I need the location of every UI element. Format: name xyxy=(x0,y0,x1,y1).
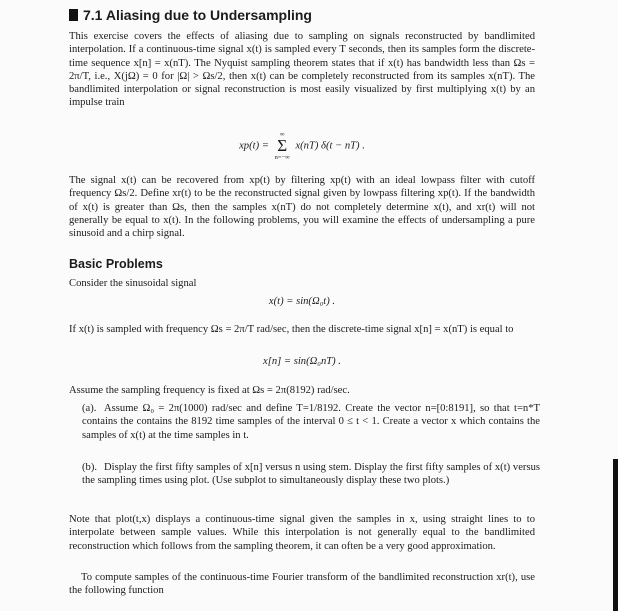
section-marker xyxy=(69,9,78,21)
problem-label: (a). xyxy=(82,403,97,414)
assume-paragraph: Assume the sampling frequency is fixed at Ωs = 2π(8192) rad/sec. xyxy=(69,385,350,396)
intro-paragraph: This exercise covers the effects of aliasing due to sampling on signals reconstructed by bandlimited interpolation. If a continuous-time signal x(t) is sampled every T seconds, then its samples form the discrete-time sequence x[n] = x(nT). The Nyquist sampling theorem states that if x(t) has bandwidth less than Ωs = 2π/T, i.e., X(jΩ) = 0 for |Ω| > Ωs/2, then x(t) can be completely reconstructed from its samples x(nT). The bandlimited interpolation or signal reconstruction is most easily visualized by first multiplying x(t) by an impulse train xyxy=(69,31,535,109)
sum-upper-limit: ∞ xyxy=(279,131,285,138)
sum-lower-limit: n=−∞ xyxy=(274,154,290,161)
sampling-paragraph: If x(t) is sampled with frequency Ωs = 2π/T rad/sec, then the discrete-time signal x[n] = x(nT) is equal to xyxy=(69,324,514,335)
ctft-paragraph: To compute samples of the continuous-time Fourier transform of the bandlimited reconstruction xr(t), use the following function xyxy=(69,572,535,597)
basic-problems-intro: Consider the sinusoidal signal xyxy=(69,278,197,289)
discrete-equation: x[n] = sin(Ω₀nT) . xyxy=(263,356,341,367)
note-paragraph: Note that plot(t,x) displays a continuous-time signal given the samples in x, using straight lines to to interpolate between sample values. While this interpolation is not generally equal to the bandlimited reconstruction which follows from the sampling theorem, it can often be a very good approximation. xyxy=(69,514,535,552)
sum-symbol: Σ xyxy=(277,136,288,155)
page-edge-shadow xyxy=(613,459,618,611)
section-title-text: 7.1 Aliasing due to Undersampling xyxy=(83,7,312,23)
problem-item-a xyxy=(82,402,540,442)
basic-problems-heading: Basic Problems xyxy=(69,257,163,271)
problem-label: (b). xyxy=(82,462,98,473)
impulse-train-equation xyxy=(69,131,535,161)
section-title xyxy=(69,6,312,24)
impulse-lhs: xp(t) = xyxy=(239,140,269,152)
problem-text: Display the first fifty samples of x[n] versus n using stem. Display the first fifty samples of x(t) versus the sampling times using plot. (Use subplot to simultaneously display these two plots.) xyxy=(82,462,540,487)
problem-item-b xyxy=(82,461,540,488)
problem-text: Assume Ω₀ = 2π(1000) rad/sec and define T=1/8192. Create the vector n=[0:8191], so that t=n*T contains the contains the 8192 time samples of the interval 0 ≤ t < 1. Create a vector x which contains the samples of x(t) at the time samples in t. xyxy=(82,403,540,441)
summation xyxy=(275,131,290,161)
sinusoid-equation: x(t) = sin(Ω₀t) . xyxy=(268,296,336,307)
recovery-paragraph: The signal x(t) can be recovered from xp(t) by filtering xp(t) with an ideal lowpass filter with cutoff frequency Ωs/2. Define xr(t) to be the reconstructed signal given by lowpass filtering xp(t). If the bandwidth of x(t) is greater than Ωs, then the samples x(nT) do not completely determine x(t), and xr(t) will not generally be equal to x(t). In the following problems, you will examine the effects of undersampling a pure sinusoid and a chirp signal. xyxy=(69,175,535,240)
impulse-rhs: x(nT) δ(t − nT) . xyxy=(295,140,365,152)
